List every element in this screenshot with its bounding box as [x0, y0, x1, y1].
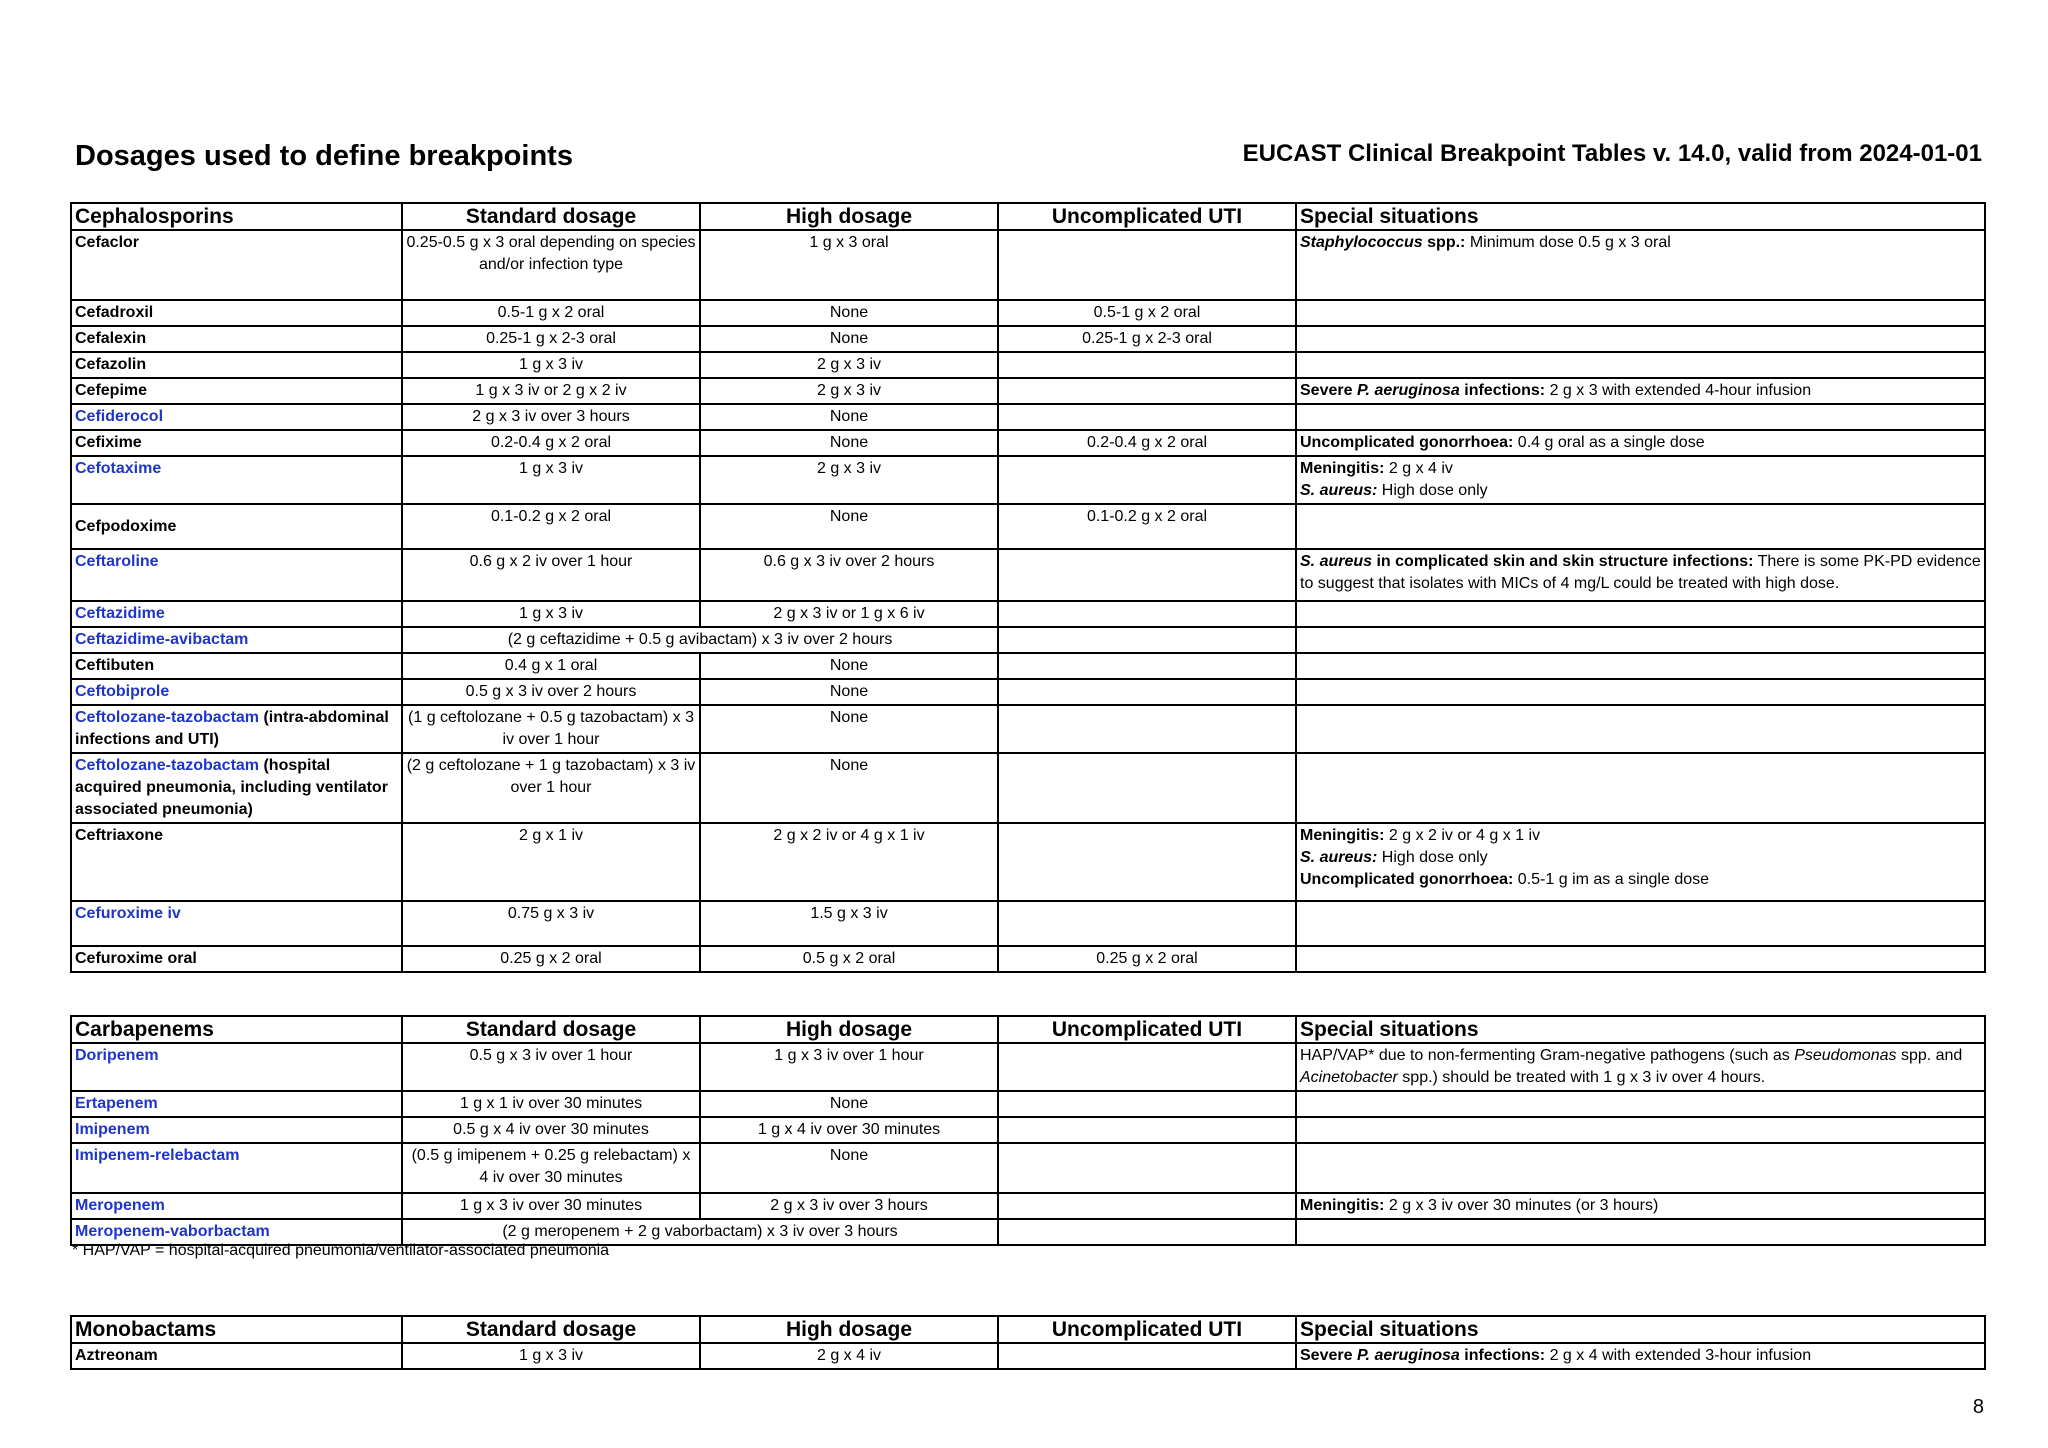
special-situations: Severe P. aeruginosa infections: 2 g x 4 with extended 3-hour infusion [1296, 1343, 1985, 1369]
table-row [71, 1193, 1985, 1219]
table-row [71, 946, 1985, 972]
uti-dosage [998, 1193, 1296, 1219]
high-dosage: 2 g x 4 iv [700, 1343, 998, 1369]
table-row [71, 230, 1985, 300]
table-row [71, 705, 1985, 753]
special-situations: Uncomplicated gonorrhoea: 0.4 g oral as a single dose [1296, 430, 1985, 456]
high-dosage: None [700, 404, 998, 430]
uti-dosage [998, 456, 1296, 504]
page-number: 8 [1972, 1396, 1984, 1418]
special-situations [1296, 326, 1985, 352]
high-dosage: None [700, 679, 998, 705]
table-row [71, 549, 1985, 601]
standard-dosage: 0.6 g x 2 iv over 1 hour [402, 549, 700, 601]
high-dosage: 1.5 g x 3 iv [700, 901, 998, 946]
standard-dosage: 1 g x 3 iv over 30 minutes [402, 1193, 700, 1219]
table-row [71, 430, 1985, 456]
table-row [71, 1143, 1985, 1193]
special-situations [1296, 504, 1985, 549]
special-situations [1296, 653, 1985, 679]
standard-dosage: (1 g ceftolozane + 0.5 g tazobactam) x 3 iv over 1 hour [402, 705, 700, 753]
special-situations [1296, 679, 1985, 705]
page-title: Dosages used to define breakpoints [75, 140, 573, 172]
col-high-dosage: High dosage [700, 203, 998, 230]
group-header: Cephalosporins [71, 203, 402, 230]
standard-dosage: 2 g x 1 iv [402, 823, 700, 901]
table-row [71, 753, 1985, 823]
standard-dosage: 0.75 g x 3 iv [402, 901, 700, 946]
table-row [71, 1343, 1985, 1369]
special-situations [1296, 404, 1985, 430]
uti-dosage [998, 901, 1296, 946]
uti-dosage: 0.2-0.4 g x 2 oral [998, 430, 1296, 456]
agent-name: Cefepime [71, 378, 402, 404]
agent-name: Cefixime [71, 430, 402, 456]
high-dosage: None [700, 753, 998, 823]
agent-name: Cefaclor [71, 230, 402, 300]
uti-dosage [998, 230, 1296, 300]
col-special-situations: Special situations [1296, 1016, 1985, 1043]
uti-dosage [998, 1143, 1296, 1193]
agent-name-link[interactable]: Ceftazidime-avibactam [71, 627, 402, 653]
col-high-dosage: High dosage [700, 1016, 998, 1043]
uti-dosage [998, 404, 1296, 430]
combined-dosage: (2 g ceftazidime + 0.5 g avibactam) x 3 iv over 2 hours [402, 627, 998, 653]
table-header-row [71, 1016, 1985, 1043]
high-dosage: 1 g x 3 iv over 1 hour [700, 1043, 998, 1091]
agent-name: Cefazolin [71, 352, 402, 378]
agent-name-link[interactable]: Cefotaxime [71, 456, 402, 504]
uti-dosage [998, 1043, 1296, 1091]
high-dosage: 1 g x 4 iv over 30 minutes [700, 1117, 998, 1143]
standard-dosage: 0.5 g x 3 iv over 2 hours [402, 679, 700, 705]
col-high-dosage: High dosage [700, 1316, 998, 1343]
group-header: Carbapenems [71, 1016, 402, 1043]
special-situations [1296, 1091, 1985, 1117]
high-dosage: 1 g x 3 oral [700, 230, 998, 300]
agent-name-link[interactable]: Meropenem [71, 1193, 402, 1219]
standard-dosage: 0.5 g x 3 iv over 1 hour [402, 1043, 700, 1091]
special-situations: Staphylococcus spp.: Minimum dose 0.5 g x 3 oral [1296, 230, 1985, 300]
table-row [71, 300, 1985, 326]
uti-dosage [998, 679, 1296, 705]
table-header-row [71, 203, 1985, 230]
uti-dosage [998, 352, 1296, 378]
special-situations [1296, 753, 1985, 823]
high-dosage: 2 g x 3 iv [700, 378, 998, 404]
standard-dosage: 0.5 g x 4 iv over 30 minutes [402, 1117, 700, 1143]
standard-dosage: 1 g x 3 iv [402, 456, 700, 504]
agent-name: Cefpodoxime [71, 504, 402, 549]
high-dosage: 0.5 g x 2 oral [700, 946, 998, 972]
carbapenems-table [70, 1015, 1986, 1246]
high-dosage: 2 g x 2 iv or 4 g x 1 iv [700, 823, 998, 901]
table-row [71, 627, 1985, 653]
uti-dosage: 0.25 g x 2 oral [998, 946, 1296, 972]
agent-name-link[interactable]: Meropenem-vaborbactam [71, 1219, 402, 1245]
special-situations: Severe P. aeruginosa infections: 2 g x 3 with extended 4-hour infusion [1296, 378, 1985, 404]
table-row [71, 653, 1985, 679]
standard-dosage: 1 g x 1 iv over 30 minutes [402, 1091, 700, 1117]
high-dosage: None [700, 653, 998, 679]
table-row [71, 823, 1985, 901]
special-situations: Meningitis: 2 g x 4 iv S. aureus: High dose only [1296, 456, 1985, 504]
standard-dosage: 0.1-0.2 g x 2 oral [402, 504, 700, 549]
col-special-situations: Special situations [1296, 1316, 1985, 1343]
special-situations: Meningitis: 2 g x 3 iv over 30 minutes (or 3 hours) [1296, 1193, 1985, 1219]
table-row [71, 1117, 1985, 1143]
high-dosage: None [700, 705, 998, 753]
col-standard-dosage: Standard dosage [402, 203, 700, 230]
uti-dosage [998, 1219, 1296, 1245]
agent-name-link[interactable]: Ceftobiprole [71, 679, 402, 705]
uti-dosage [998, 1117, 1296, 1143]
agent-note: (hospital acquired pneumonia, including ventilator associated pneumonia) [75, 757, 388, 818]
high-dosage: None [700, 504, 998, 549]
high-dosage: None [700, 430, 998, 456]
table-row [71, 679, 1985, 705]
special-situations [1296, 1219, 1985, 1245]
high-dosage: None [700, 326, 998, 352]
combined-dosage: (2 g meropenem + 2 g vaborbactam) x 3 iv over 3 hours [402, 1219, 998, 1245]
standard-dosage: 1 g x 3 iv [402, 601, 700, 627]
high-dosage: 2 g x 3 iv [700, 456, 998, 504]
table-row [71, 504, 1985, 549]
standard-dosage: 1 g x 3 iv [402, 352, 700, 378]
table-row [71, 1091, 1985, 1117]
agent-name-link[interactable]: Ertapenem [71, 1091, 402, 1117]
agent-name: Cefadroxil [71, 300, 402, 326]
special-situations [1296, 352, 1985, 378]
agent-name: Ceftriaxone [71, 823, 402, 901]
high-dosage: 2 g x 3 iv over 3 hours [700, 1193, 998, 1219]
agent-name-link[interactable]: Cefiderocol [71, 404, 402, 430]
standard-dosage: 0.5-1 g x 2 oral [402, 300, 700, 326]
uti-dosage [998, 1343, 1296, 1369]
agent-name: Cefuroxime oral [71, 946, 402, 972]
uti-dosage: 0.1-0.2 g x 2 oral [998, 504, 1296, 549]
table-row [71, 1043, 1985, 1091]
agent-name: Cefalexin [71, 326, 402, 352]
high-dosage: 0.6 g x 3 iv over 2 hours [700, 549, 998, 601]
col-uncomplicated-uti: Uncomplicated UTI [998, 203, 1296, 230]
col-standard-dosage: Standard dosage [402, 1316, 700, 1343]
agent-cell [71, 705, 402, 753]
group-header: Monobactams [71, 1316, 402, 1343]
table-row [71, 404, 1985, 430]
standard-dosage: 0.25-0.5 g x 3 oral depending on species and/or infection type [402, 230, 700, 300]
monobactams-table [70, 1315, 1986, 1370]
col-special-situations: Special situations [1296, 203, 1985, 230]
table-header-row [71, 1316, 1985, 1343]
standard-dosage: (2 g ceftolozane + 1 g tazobactam) x 3 iv over 1 hour [402, 753, 700, 823]
uti-dosage [998, 1091, 1296, 1117]
footnote: * HAP/VAP = hospital-acquired pneumonia/ventilator-associated pneumonia [72, 1242, 610, 1259]
special-situations: Meningitis: 2 g x 2 iv or 4 g x 1 iv S. aureus: High dose only Uncomplicated gonorrhoea: 0.5-1 g im as a single dose [1296, 823, 1985, 901]
high-dosage: None [700, 1143, 998, 1193]
table-row [71, 601, 1985, 627]
table-row [71, 352, 1985, 378]
standard-dosage: 2 g x 3 iv over 3 hours [402, 404, 700, 430]
standard-dosage: 0.4 g x 1 oral [402, 653, 700, 679]
standard-dosage: 0.2-0.4 g x 2 oral [402, 430, 700, 456]
agent-name: Ceftibuten [71, 653, 402, 679]
high-dosage: None [700, 1091, 998, 1117]
special-situations [1296, 946, 1985, 972]
special-situations [1296, 705, 1985, 753]
table-row [71, 901, 1985, 946]
standard-dosage: 0.25 g x 2 oral [402, 946, 700, 972]
special-situations: HAP/VAP* due to non-fermenting Gram-negative pathogens (such as Pseudomonas spp. and Acinetobacter spp.) should be treated with 1 g x 3 iv over 4 hours. [1296, 1043, 1985, 1091]
agent-name-link[interactable]: Ceftolozane-tazobactam [75, 709, 260, 726]
col-uncomplicated-uti: Uncomplicated UTI [998, 1016, 1296, 1043]
agent-name: Aztreonam [71, 1343, 402, 1369]
uti-dosage [998, 627, 1296, 653]
standard-dosage: 0.25-1 g x 2-3 oral [402, 326, 700, 352]
agent-note: (intra-abdominal infections and UTI) [75, 709, 389, 748]
uti-dosage: 0.25-1 g x 2-3 oral [998, 326, 1296, 352]
table-row [71, 456, 1985, 504]
col-uncomplicated-uti: Uncomplicated UTI [998, 1316, 1296, 1343]
high-dosage: None [700, 300, 998, 326]
uti-dosage [998, 549, 1296, 601]
special-situations: S. aureus in complicated skin and skin structure infections: There is some PK-PD evidence to suggest that isolates with MICs of 4 mg/L could be treated with high dose. [1296, 549, 1985, 601]
agent-name-link[interactable]: Imipenem-relebactam [71, 1143, 402, 1193]
agent-name-link[interactable]: Ceftaroline [71, 549, 402, 601]
uti-dosage [998, 753, 1296, 823]
page-subtitle: EUCAST Clinical Breakpoint Tables v. 14.0, valid from 2024-01-01 [1242, 140, 1982, 167]
special-situations [1296, 901, 1985, 946]
uti-dosage [998, 653, 1296, 679]
agent-name-link[interactable]: Doripenem [71, 1043, 402, 1091]
uti-dosage [998, 378, 1296, 404]
uti-dosage: 0.5-1 g x 2 oral [998, 300, 1296, 326]
standard-dosage: (0.5 g imipenem + 0.25 g relebactam) x 4 iv over 30 minutes [402, 1143, 700, 1193]
cephalosporins-table [70, 202, 1986, 973]
uti-dosage [998, 601, 1296, 627]
col-standard-dosage: Standard dosage [402, 1016, 700, 1043]
special-situations [1296, 1143, 1985, 1193]
standard-dosage: 1 g x 3 iv [402, 1343, 700, 1369]
standard-dosage: 1 g x 3 iv or 2 g x 2 iv [402, 378, 700, 404]
high-dosage: 2 g x 3 iv [700, 352, 998, 378]
agent-name-link[interactable]: Cefuroxime iv [71, 901, 402, 946]
agent-name-link[interactable]: Imipenem [71, 1117, 402, 1143]
special-situations [1296, 1117, 1985, 1143]
table-row [71, 326, 1985, 352]
table-row [71, 378, 1985, 404]
special-situations [1296, 601, 1985, 627]
special-situations [1296, 300, 1985, 326]
high-dosage: 2 g x 3 iv or 1 g x 6 iv [700, 601, 998, 627]
agent-cell [71, 753, 402, 823]
special-situations [1296, 627, 1985, 653]
agent-name-link[interactable]: Ceftolozane-tazobactam [75, 757, 260, 774]
uti-dosage [998, 823, 1296, 901]
uti-dosage [998, 705, 1296, 753]
agent-name-link[interactable]: Ceftazidime [71, 601, 402, 627]
